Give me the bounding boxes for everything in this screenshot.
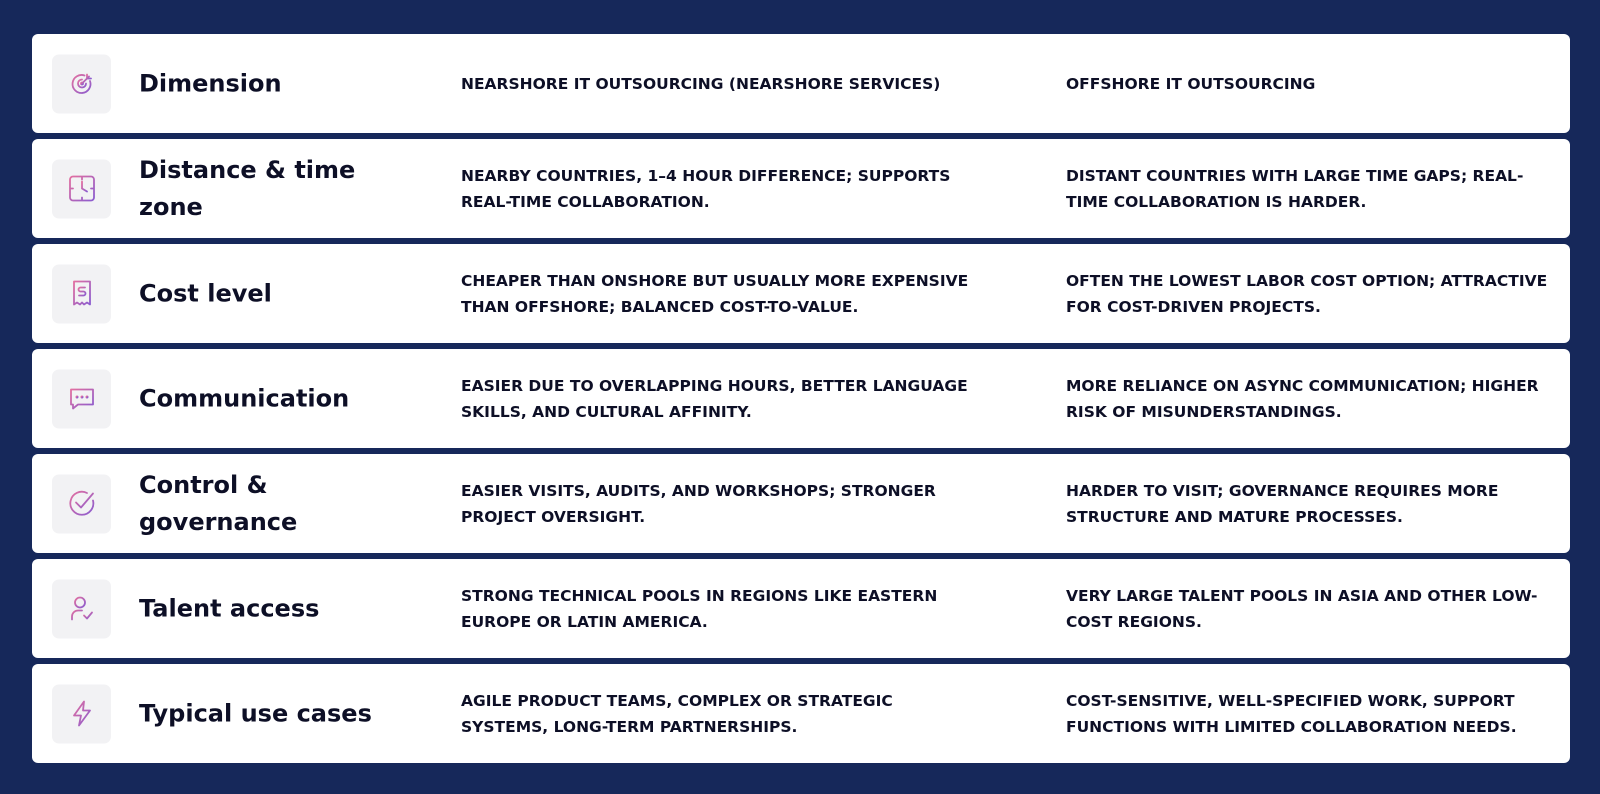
- target-icon: [66, 68, 98, 100]
- icon-tile: [52, 159, 111, 218]
- dimension-label: Dimension: [139, 69, 282, 97]
- nearshore-cell: AGILE PRODUCT TEAMS, COMPLEX OR STRATEGIC SYSTEMS, LONG-TERM PARTNERSHIPS.: [461, 691, 893, 736]
- comparison-table: [32, 34, 1570, 769]
- icon-tile: [52, 54, 111, 113]
- icon-tile: [52, 369, 111, 428]
- dimension-label: Typical use cases: [139, 699, 372, 727]
- chat-bubble-icon: [66, 383, 98, 415]
- offshore-cell: HARDER TO VISIT; GOVERNANCE REQUIRES MORE STRUCTURE AND MATURE PROCESSES.: [1066, 481, 1499, 526]
- table-row-typical-use-cases: [32, 664, 1570, 763]
- table-row-talent-access: [32, 559, 1570, 658]
- lightning-icon: [66, 698, 98, 730]
- table-row-communication: [32, 349, 1570, 448]
- receipt-dollar-icon: [66, 278, 98, 310]
- dimension-label: Talent access: [139, 594, 320, 622]
- dimension-label: Control & governance: [139, 470, 298, 536]
- table-row-dimension: [32, 34, 1570, 133]
- icon-tile: [52, 474, 111, 533]
- table-row-control-governance: [32, 454, 1570, 553]
- check-circle-icon: [66, 488, 98, 520]
- user-check-icon: [66, 593, 98, 625]
- nearshore-cell: NEARSHORE IT OUTSOURCING (NEARSHORE SERVICES): [461, 74, 941, 93]
- nearshore-cell: EASIER VISITS, AUDITS, AND WORKSHOPS; STRONGER PROJECT OVERSIGHT.: [461, 481, 936, 526]
- dimension-label: Distance & time zone: [139, 155, 356, 221]
- offshore-cell: OFTEN THE LOWEST LABOR COST OPTION; ATTRACTIVE FOR COST-DRIVEN PROJECTS.: [1066, 271, 1548, 316]
- nearshore-cell: STRONG TECHNICAL POOLS IN REGIONS LIKE EASTERN EUROPE OR LATIN AMERICA.: [461, 586, 938, 631]
- icon-tile: [52, 264, 111, 323]
- offshore-cell: VERY LARGE TALENT POOLS IN ASIA AND OTHER LOW-COST REGIONS.: [1066, 586, 1538, 631]
- dimension-label: Communication: [139, 384, 350, 412]
- offshore-cell: OFFSHORE IT OUTSOURCING: [1066, 74, 1316, 93]
- offshore-cell: MORE RELIANCE ON ASYNC COMMUNICATION; HIGHER RISK OF MISUNDERSTANDINGS.: [1066, 376, 1539, 421]
- nearshore-cell: CHEAPER THAN ONSHORE BUT USUALLY MORE EXPENSIVE THAN OFFSHORE; BALANCED COST-TO-VALUE.: [461, 271, 969, 316]
- offshore-cell: COST-SENSITIVE, WELL-SPECIFIED WORK, SUPPORT FUNCTIONS WITH LIMITED COLLABORATION NEEDS.: [1066, 691, 1517, 736]
- clock-icon: [66, 173, 98, 205]
- icon-tile: [52, 684, 111, 743]
- table-row-cost-level: [32, 244, 1570, 343]
- table-row-distance-time-zone: [32, 139, 1570, 238]
- offshore-cell: DISTANT COUNTRIES WITH LARGE TIME GAPS; REAL-TIME COLLABORATION IS HARDER.: [1066, 166, 1524, 211]
- nearshore-cell: EASIER DUE TO OVERLAPPING HOURS, BETTER LANGUAGE SKILLS, AND CULTURAL AFFINITY.: [461, 376, 968, 421]
- nearshore-cell: NEARBY COUNTRIES, 1–4 HOUR DIFFERENCE; SUPPORTS REAL-TIME COLLABORATION.: [461, 166, 951, 211]
- dimension-label: Cost level: [139, 279, 272, 307]
- icon-tile: [52, 579, 111, 638]
